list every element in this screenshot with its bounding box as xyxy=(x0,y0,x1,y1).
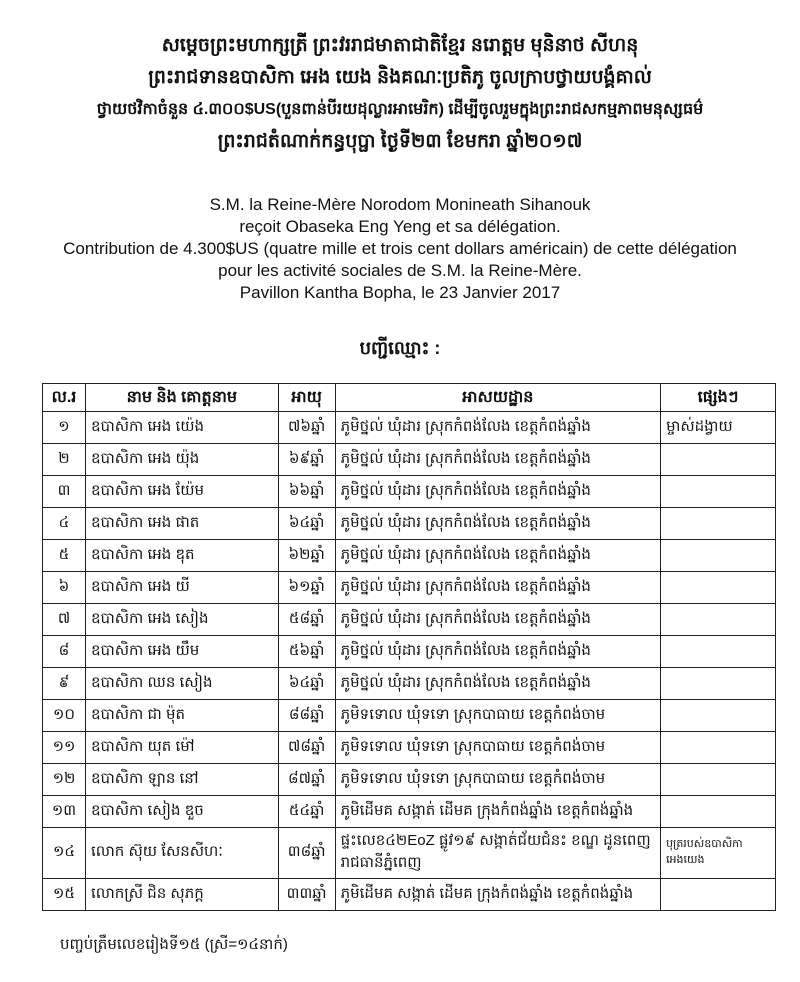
cell-address: ភូមិថ្នល់ ឃុំដារ ស្រុកកំពង់លែង ខេត្តកំពង់ឆ្នាំង xyxy=(335,668,660,700)
cell-row-number: ៥ xyxy=(43,540,86,572)
cell-age: ៦៩ឆ្នាំ xyxy=(278,444,335,476)
table-row xyxy=(43,604,776,636)
cell-name: ឧបាសិកា អេង យឹម xyxy=(85,636,278,668)
cell-age: ៣៣ឆ្នាំ xyxy=(278,879,335,911)
cell-row-number: ១២ xyxy=(43,764,86,796)
cell-age: ៦៤ឆ្នាំ xyxy=(278,508,335,540)
cell-other xyxy=(661,636,776,668)
french-header-line: Pavillon Kantha Bopha, le 23 Janvier 2017 xyxy=(239,283,561,302)
cell-other xyxy=(661,508,776,540)
cell-other xyxy=(661,700,776,732)
table-row xyxy=(43,828,776,879)
khmer-header-line: ព្រះរាជតំណាក់កន្ធបុប្ផា ថ្ងៃទី២៣ ខែមករា ឆ្នាំ២០១៧ xyxy=(217,131,583,152)
table-row xyxy=(43,796,776,828)
cell-age: ៧៨ឆ្នាំ xyxy=(278,732,335,764)
cell-other: ម្ចាស់ដង្វាយ xyxy=(661,412,776,444)
cell-name: ឧបាសិកា សៀង ឌួច xyxy=(85,796,278,828)
french-header-line: S.M. la Reine-Mère Norodom Monineath Sihanouk xyxy=(209,195,591,214)
cell-other: បុត្ររបស់ឧបាសិកា អេងយេង xyxy=(661,828,776,879)
cell-row-number: ១១ xyxy=(43,732,86,764)
cell-address: ផ្ទះលេខ៤២EoZ ផ្លូវ១៩ សង្កាត់ជ័យជំនះ ខណ្ឌ ដូនពេញ រាជធានីភ្នំពេញ xyxy=(335,828,660,879)
table-row xyxy=(43,764,776,796)
cell-address: ភូមិថ្នល់ ឃុំដារ ស្រុកកំពង់លែង ខេត្តកំពង់ឆ្នាំង xyxy=(335,604,660,636)
french-header xyxy=(0,194,800,304)
cell-address: ភូមិថ្នល់ ឃុំដារ ស្រុកកំពង់លែង ខេត្តកំពង់ឆ្នាំង xyxy=(335,508,660,540)
cell-age: ៦៤ឆ្នាំ xyxy=(278,668,335,700)
cell-other xyxy=(661,444,776,476)
cell-name: ឧបាសិកា អេង យ៉ែម xyxy=(85,476,278,508)
cell-name: ឧបាសិកា យុត ម៉ៅ xyxy=(85,732,278,764)
list-title: បញ្ជីឈ្មោះ : xyxy=(359,338,441,358)
cell-name: ឧបាសិកា អេង ឌុត xyxy=(85,540,278,572)
cell-address: ភូមិទទោល ឃុំទទោ ស្រុកបាធាយ ខេត្តកំពង់ចាម xyxy=(335,700,660,732)
table-row xyxy=(43,879,776,911)
table-row xyxy=(43,668,776,700)
cell-address: ភូមិថ្នល់ ឃុំដារ ស្រុកកំពង់លែង ខេត្តកំពង់ឆ្នាំង xyxy=(335,444,660,476)
cell-name: លោកស្រី ជិន សុភក្ត xyxy=(85,879,278,911)
cell-row-number: ៨ xyxy=(43,636,86,668)
cell-age: ៦២ឆ្នាំ xyxy=(278,540,335,572)
cell-address: ភូមិថ្នល់ ឃុំដារ ស្រុកកំពង់លែង ខេត្តកំពង់ឆ្នាំង xyxy=(335,636,660,668)
cell-row-number: ១៥ xyxy=(43,879,86,911)
french-header-line: Contribution de 4.300$US (quatre mille et trois cent dollars américain) de cette délégation xyxy=(63,239,737,258)
khmer-header-line: សម្តេចព្រះមហាក្សត្រី ព្រះវររាជមាតាជាតិខ្មែរ នរោត្តម មុនិនាថ សីហនុ xyxy=(161,35,639,56)
cell-other xyxy=(661,796,776,828)
cell-other xyxy=(661,476,776,508)
cell-other xyxy=(661,732,776,764)
khmer-header-line: ថ្វាយថវិកាចំនួន ៤.៣០០$US(បួនពាន់បីរយដុល្លារអាមេរិក) ដើម្បីចូលរួមក្នុងព្រះរាជសកម្មភាពមនុស្សធម៌ xyxy=(96,101,704,118)
cell-name: ឧបាសិកា ឡាន នៅ xyxy=(85,764,278,796)
cell-row-number: ២ xyxy=(43,444,86,476)
cell-address: ភូមិថ្នល់ ឃុំដារ ស្រុកកំពង់លែង ខេត្តកំពង់ឆ្នាំង xyxy=(335,540,660,572)
cell-row-number: ១០ xyxy=(43,700,86,732)
cell-age: ៣៨ឆ្នាំ xyxy=(278,828,335,879)
table-row xyxy=(43,636,776,668)
cell-name: ឧបាសិកា អេង ផាត xyxy=(85,508,278,540)
column-header: អាយុ xyxy=(278,384,335,412)
khmer-header xyxy=(0,30,800,158)
cell-address: ភូមិដើមគ សង្កាត់ ដើមគ ក្រុងកំពង់ឆ្នាំង ខេត្តកំពង់ឆ្នាំង xyxy=(335,796,660,828)
table-row xyxy=(43,444,776,476)
french-header-line: reçoit Obaseka Eng Yeng et sa délégation. xyxy=(239,217,561,236)
cell-age: ៧៦ឆ្នាំ xyxy=(278,412,335,444)
cell-name: ឧបាសិកា អេង សៀង xyxy=(85,604,278,636)
cell-address: ភូមិថ្នល់ ឃុំដារ ស្រុកកំពង់លែង ខេត្តកំពង់ឆ្នាំង xyxy=(335,572,660,604)
table-row xyxy=(43,540,776,572)
table-row xyxy=(43,476,776,508)
cell-address: ភូមិដើមគ សង្កាត់ ដើមគ ក្រុងកំពង់ឆ្នាំង ខេត្តកំពង់ឆ្នាំង xyxy=(335,879,660,911)
cell-row-number: ៦ xyxy=(43,572,86,604)
name-list-table xyxy=(42,383,776,911)
french-header-line: pour les activité sociales de S.M. la Reine-Mère. xyxy=(218,261,582,280)
column-header: ល.រ xyxy=(43,384,86,412)
cell-name: ឧបាសិកា អេង យ៉ុង xyxy=(85,444,278,476)
table-row xyxy=(43,508,776,540)
cell-name: ឧបាសិកា អេង យ៉េង xyxy=(85,412,278,444)
cell-row-number: ១៤ xyxy=(43,828,86,879)
cell-age: ៦៦ឆ្នាំ xyxy=(278,476,335,508)
column-header: អាសយដ្ឋាន xyxy=(335,384,660,412)
cell-other xyxy=(661,879,776,911)
cell-age: ៥៦ឆ្នាំ xyxy=(278,636,335,668)
table-row xyxy=(43,700,776,732)
cell-name: ឧបាសិកា ជា ម៉ុត xyxy=(85,700,278,732)
cell-row-number: ៧ xyxy=(43,604,86,636)
cell-name: ឧបាសិកា ឈន សៀង xyxy=(85,668,278,700)
cell-age: ៥៤ឆ្នាំ xyxy=(278,796,335,828)
table-row xyxy=(43,572,776,604)
table-row xyxy=(43,412,776,444)
cell-name: លោក ស៊ុយ សែនសីហៈ xyxy=(85,828,278,879)
cell-address: ភូមិថ្នល់ ឃុំដារ ស្រុកកំពង់លែង ខេត្តកំពង់ឆ្នាំង xyxy=(335,476,660,508)
column-header: នាម និង គោត្តនាម xyxy=(85,384,278,412)
cell-row-number: ១៣ xyxy=(43,796,86,828)
cell-age: ៨៨ឆ្នាំ xyxy=(278,700,335,732)
cell-address: ភូមិទទោល ឃុំទទោ ស្រុកបាធាយ ខេត្តកំពង់ចាម xyxy=(335,732,660,764)
cell-address: ភូមិទទោល ឃុំទទោ ស្រុកបាធាយ ខេត្តកំពង់ចាម xyxy=(335,764,660,796)
cell-row-number: ១ xyxy=(43,412,86,444)
column-header: ផ្សេងៗ xyxy=(661,384,776,412)
cell-other xyxy=(661,572,776,604)
cell-name: ឧបាសិកា អេង យី xyxy=(85,572,278,604)
cell-row-number: ៩ xyxy=(43,668,86,700)
cell-age: ៨៧ឆ្នាំ xyxy=(278,764,335,796)
cell-other xyxy=(661,540,776,572)
footer-note: បញ្ចប់ត្រឹមលេខរៀងទី១៥ (ស្រី=១៤នាក់) xyxy=(60,936,288,953)
cell-address: ភូមិថ្នល់ ឃុំដារ ស្រុកកំពង់លែង ខេត្តកំពង់ឆ្នាំង xyxy=(335,412,660,444)
cell-age: ៦១ឆ្នាំ xyxy=(278,572,335,604)
cell-other xyxy=(661,668,776,700)
cell-other xyxy=(661,604,776,636)
cell-row-number: ៣ xyxy=(43,476,86,508)
cell-row-number: ៤ xyxy=(43,508,86,540)
khmer-header-line: ព្រះរាជទានឧបាសិកា អេង យេង និងគណៈប្រតិភូ ចូលក្រាបថ្វាយបង្គំគាល់ xyxy=(148,67,652,88)
cell-other xyxy=(661,764,776,796)
table-row xyxy=(43,732,776,764)
cell-age: ៥៨ឆ្នាំ xyxy=(278,604,335,636)
